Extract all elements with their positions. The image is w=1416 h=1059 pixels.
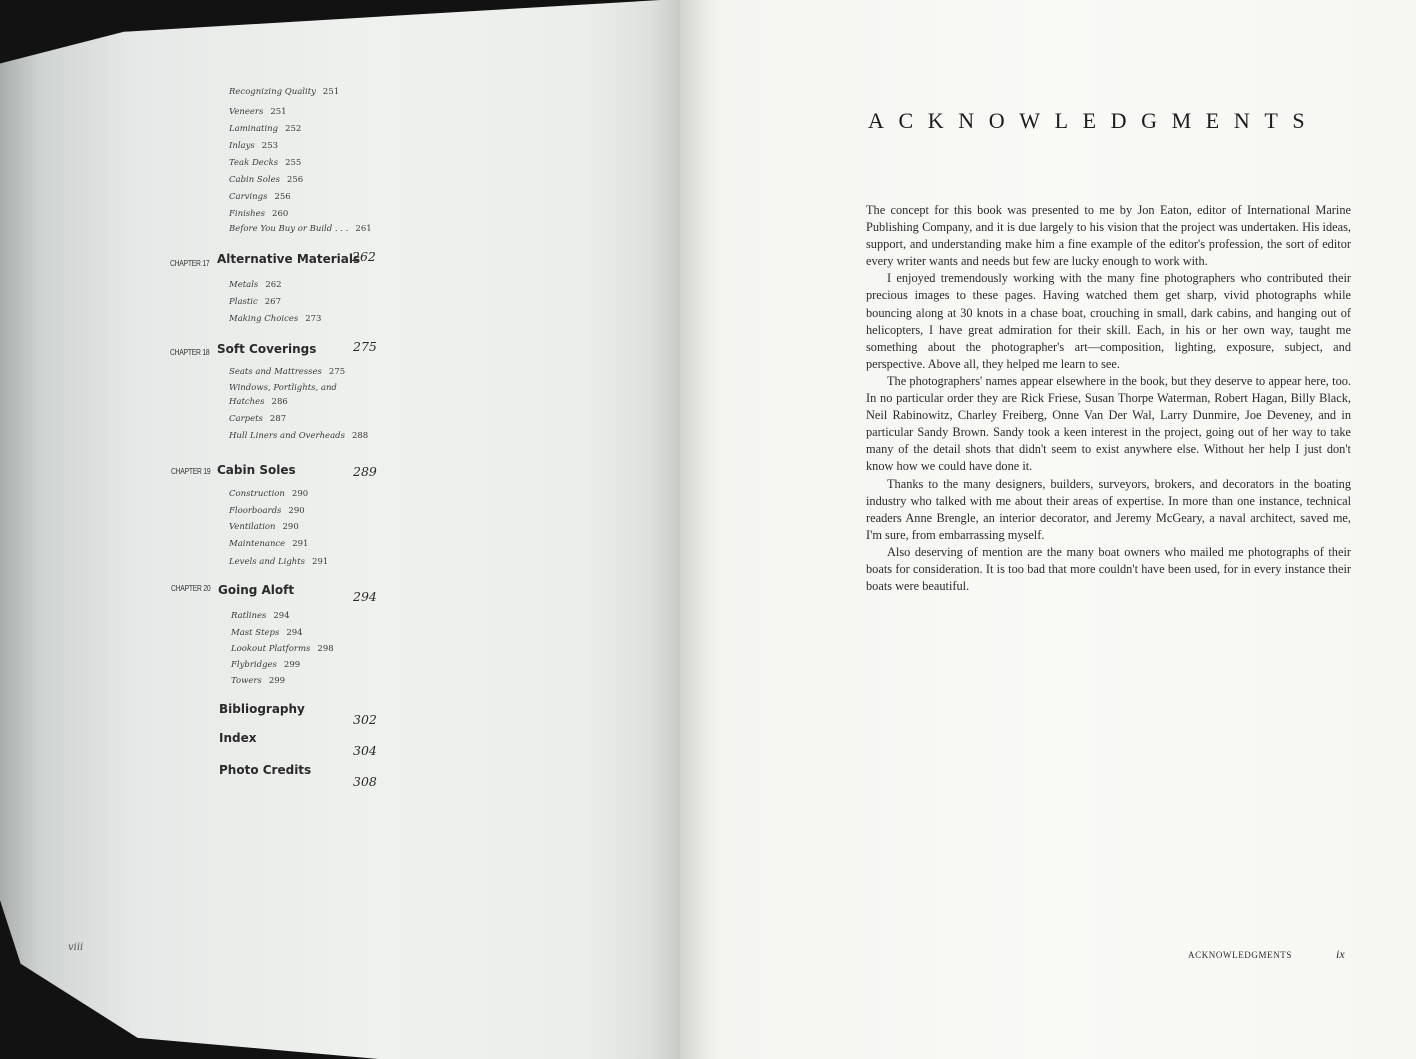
toc-entry: Seats and Mattresses 275: [229, 367, 346, 377]
toc-back-matter-title: Index: [219, 731, 257, 745]
chapter-page-number: 289: [353, 464, 377, 479]
book-gutter: [650, 0, 710, 1059]
toc-entry: Finishes 260: [229, 209, 289, 219]
toc-entry: Hatches 286: [229, 397, 288, 407]
page-number-right: ix: [1336, 947, 1345, 961]
chapter-title: Going Aloft: [218, 583, 295, 597]
chapter-label: CHAPTER 18: [170, 348, 210, 357]
toc-entry: Hull Liners and Overheads 288: [229, 431, 369, 441]
paragraph: Thanks to the many designers, builders, surveyors, brokers, and decorators in the boating industry who talked with me about their areas of expertise. In more than one instance, technical readers Anne Brengle, an interior decorator, and Jeremy McGeary, a naval architect, saved me, I'm sure, from embarrassing myself.: [866, 476, 1351, 542]
toc-entry: Plastic 267: [229, 297, 281, 307]
chapter-page-number: 275: [353, 339, 377, 354]
toc-entry: Windows, Portlights, and: [229, 383, 337, 393]
chapter-title: Cabin Soles: [217, 463, 296, 477]
chapter-page-number: 262: [352, 249, 376, 264]
toc-entry: Recognizing Quality 251: [229, 87, 340, 97]
toc-entry: Towers 299: [231, 676, 286, 686]
toc-back-matter-title: Bibliography: [219, 702, 305, 716]
toc-entry: Lookout Platforms 298: [231, 644, 334, 654]
toc-entry: Flybridges 299: [231, 660, 301, 670]
toc-entry: Teak Decks 255: [229, 158, 302, 168]
chapter-title: Alternative Materials: [217, 252, 361, 266]
toc-entry: Mast Steps 294: [231, 628, 303, 638]
running-footer: ACKNOWLEDGMENTS: [1188, 950, 1292, 960]
toc-entry: Cabin Soles 256: [229, 175, 304, 185]
toc-entry: Making Choices 273: [229, 314, 322, 324]
toc-entry: Laminating 252: [229, 124, 302, 134]
page-number-left: viii: [68, 942, 84, 953]
toc-entry: Before You Buy or Build . . . 261: [229, 224, 372, 234]
toc-entry: Veneers 251: [229, 107, 287, 117]
toc-entry: Construction 290: [229, 489, 309, 499]
acknowledgments-body: [866, 202, 1351, 595]
toc-entry: Floorboards 290: [229, 506, 305, 516]
toc-entry: Metals 262: [229, 280, 282, 290]
left-page: [0, 0, 688, 1059]
toc-entry: Ventilation 290: [229, 522, 299, 532]
chapter-page-number: 294: [353, 589, 377, 604]
chapter-title: Soft Coverings: [217, 342, 317, 356]
toc-entry: Levels and Lights 291: [229, 557, 329, 567]
toc-entry: Carpets 287: [229, 414, 287, 424]
toc-back-matter-page: 308: [353, 774, 377, 789]
toc-entry: Maintenance 291: [229, 539, 309, 549]
paragraph: Also deserving of mention are the many boat owners who mailed me photographs of their boats for consideration. It is too bad that more couldn't have been used, for in every instance their boats were beautiful.: [866, 544, 1351, 594]
toc-back-matter-title: Photo Credits: [219, 763, 312, 777]
paragraph: I enjoyed tremendously working with the many fine photographers who contributed their precious images to these pages. Having watched them get sharp, vivid photographs while bouncing along at 30 knots in a chase boat, crouching in small, dark cabins, and hanging out of helicopters, I have great admiration for their skill. Each, in his or her own way, taught me something about the photographer's art—composition, lighting, exposure, subject, and perspective. Above all, they helped me learn to see.: [866, 271, 1351, 371]
page-title: ACKNOWLEDGMENTS: [868, 108, 1320, 133]
paragraph: The concept for this book was presented to me by Jon Eaton, editor of International Marine Publishing Company, and it is due largely to his vision that the project was undertaken. His ideas, support, and understanding make him a fine example of the editor's profession, the sort of editor every writer wants and needs but few are lucky enough to work with.: [866, 203, 1351, 269]
toc-back-matter-page: 302: [353, 712, 377, 727]
chapter-label: CHAPTER 20: [171, 584, 211, 593]
chapter-label: CHAPTER 19: [171, 467, 211, 476]
toc-entry: Carvings 256: [229, 192, 291, 202]
toc-entry: Ratlines 294: [231, 611, 290, 621]
chapter-label: CHAPTER 17: [170, 259, 210, 268]
toc-entry: Inlays 253: [229, 141, 279, 151]
toc-back-matter-page: 304: [353, 743, 377, 758]
paragraph: The photographers' names appear elsewhere in the book, but they deserve to appear here, too. In no particular order they are Rick Friese, Susan Thorpe Waterman, Robert Hagan, Billy Black, Neil Rabinowitz, Charley Freiberg, Onne Van Der Wal, Larry Dunmire, Joe Deveney, and in particular Sandy Brown. Sandy took a keen interest in the project, going out of her way to take many of the detail shots that didn't seem to exist anywhere else. Without her help I just don't know how we could have done it.: [866, 373, 1351, 474]
